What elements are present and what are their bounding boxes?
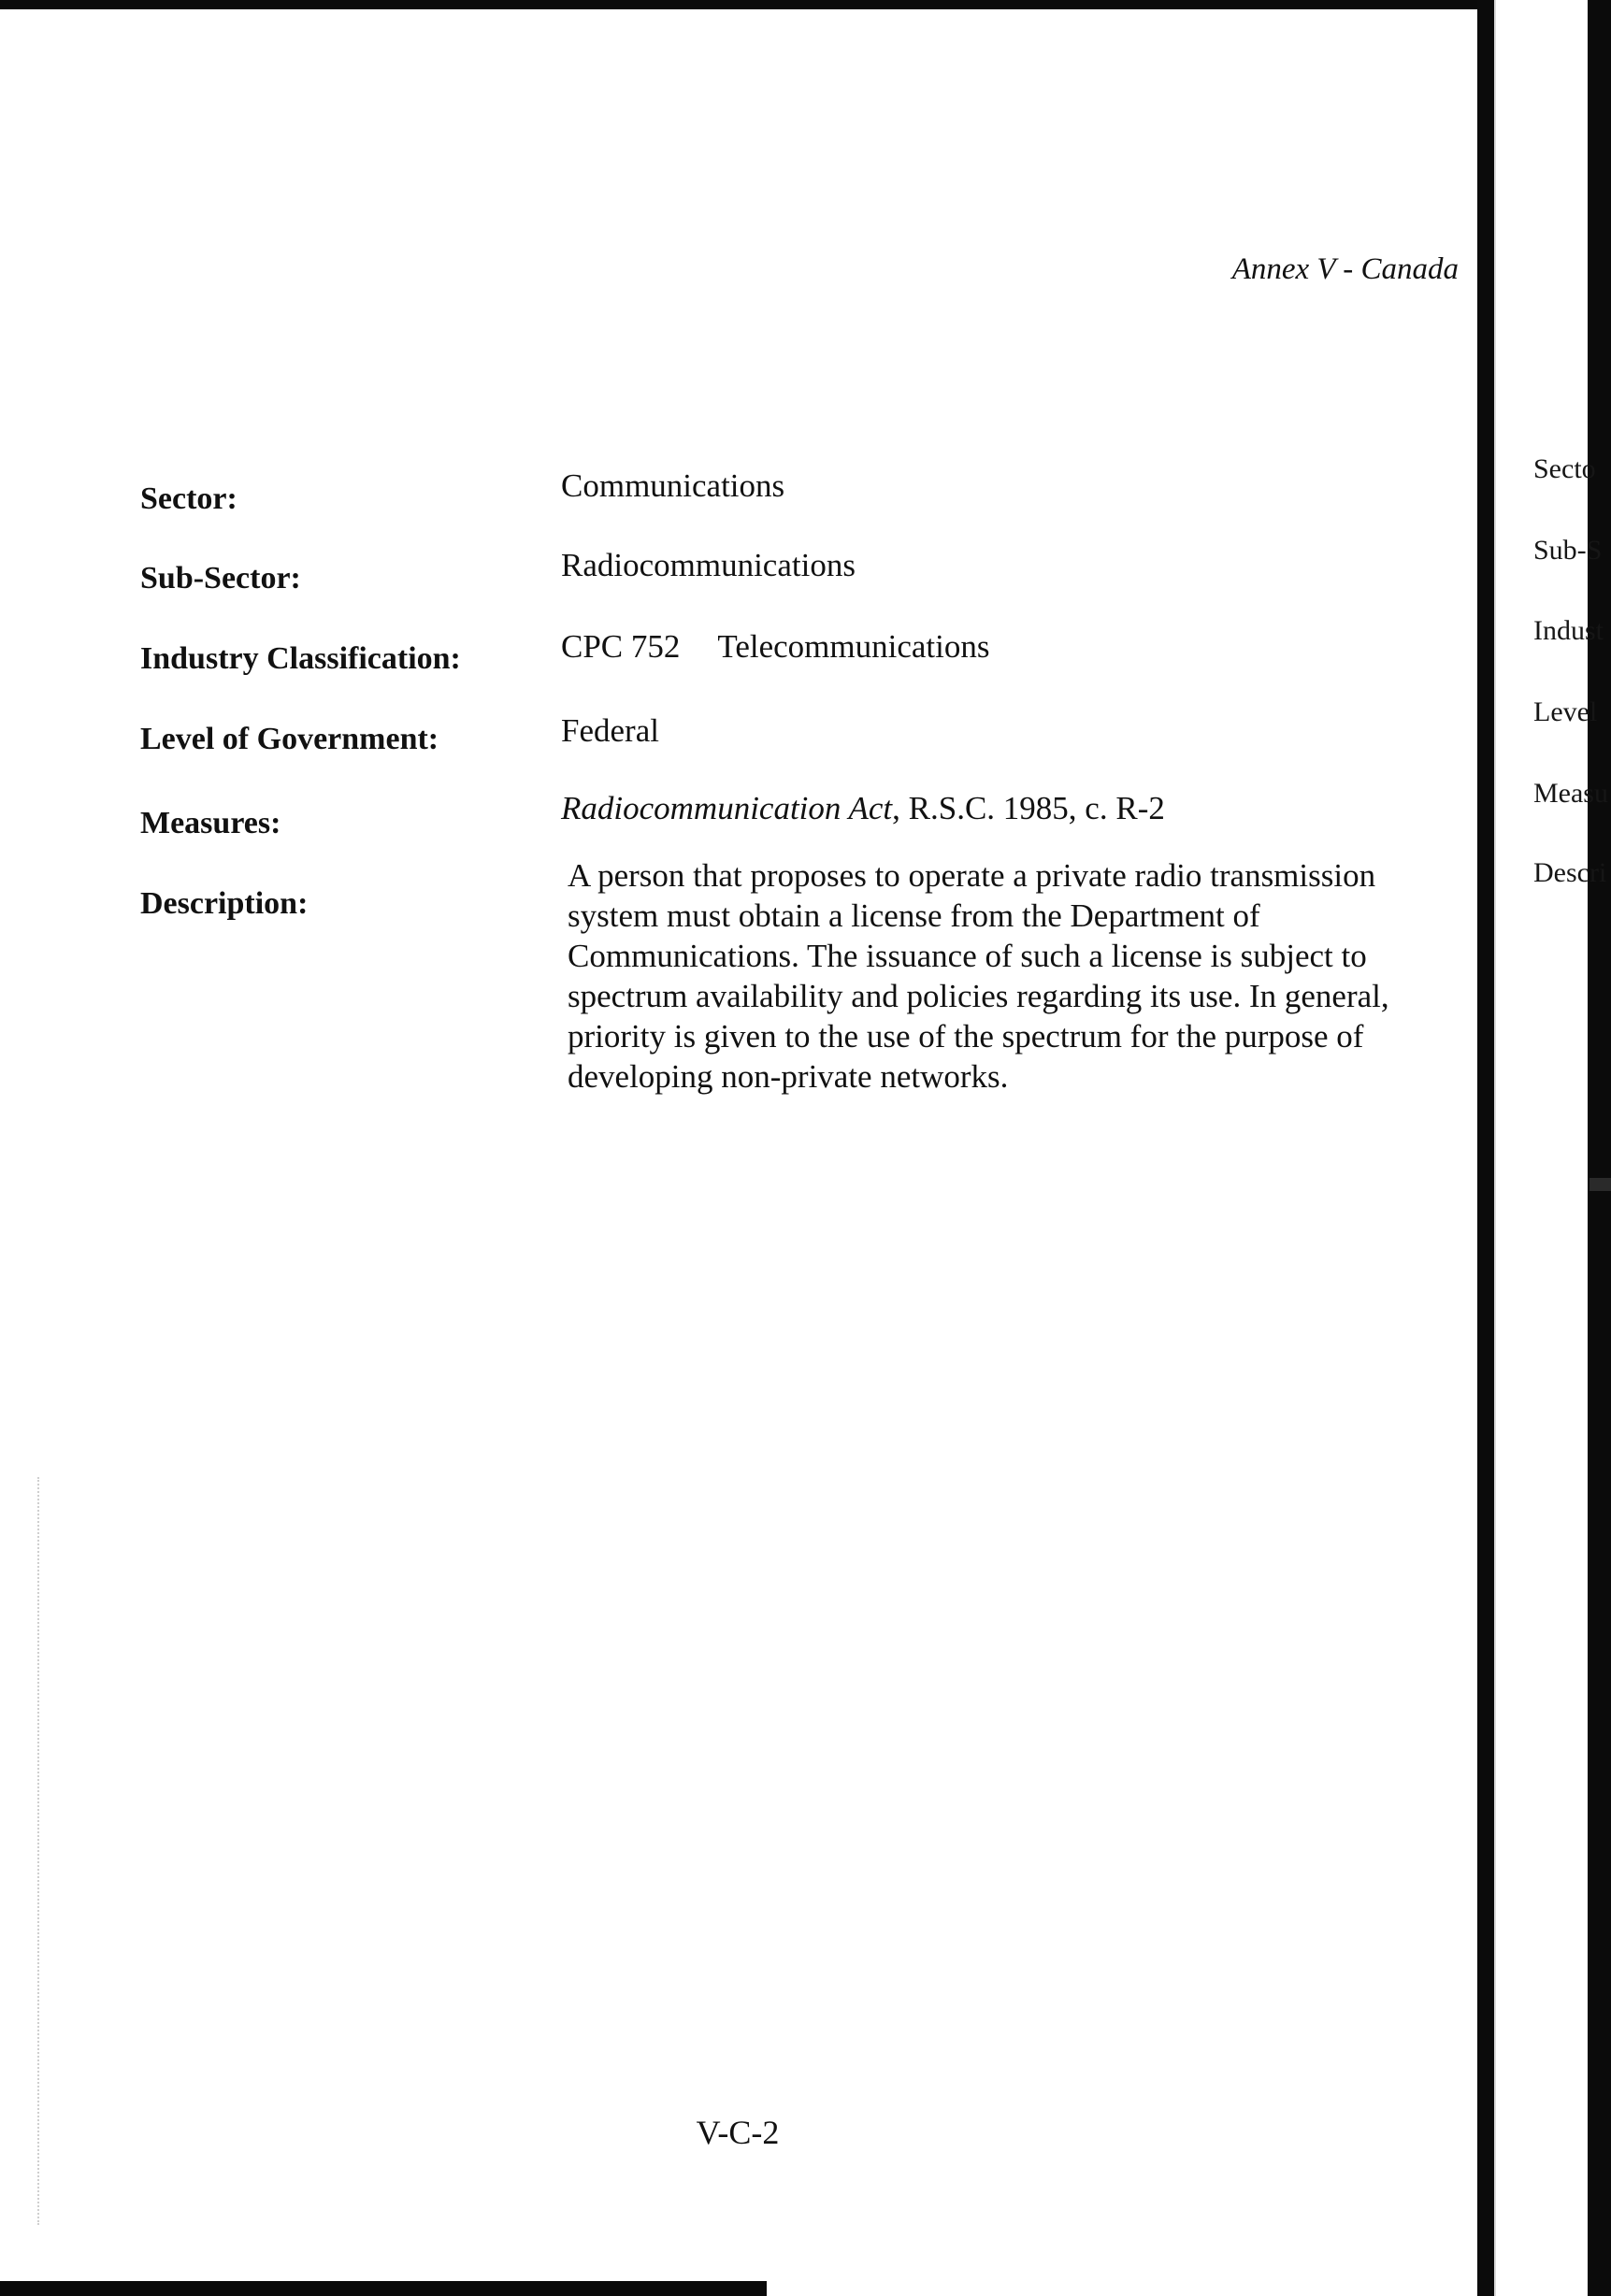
measures-value <box>561 790 1165 827</box>
level-of-government-label: Level of Government: <box>140 722 439 756</box>
industry-classification-value <box>561 628 989 666</box>
description-line: spectrum availability and policies regarding its use. In general, <box>568 978 1389 1014</box>
industry-classification-label: Industry Classification: <box>140 641 461 676</box>
scan-bottom-edge <box>0 2281 767 2296</box>
description-label: Description: <box>140 886 309 921</box>
adjacent-label: Measu <box>1533 778 1608 809</box>
binding-gutter <box>1477 0 1494 2296</box>
sub-sector-value: Radiocommunications <box>561 547 856 583</box>
adjacent-label: Level <box>1533 696 1598 727</box>
description-line: A person that proposes to operate a private radio transmission <box>568 857 1376 894</box>
adjacent-label: Sub-S <box>1533 535 1603 566</box>
adjacent-label: Indust <box>1533 615 1604 646</box>
sector-label: Sector: <box>140 481 237 516</box>
cpc-code: CPC 752 <box>561 628 681 665</box>
measures-citation: , R.S.C. 1985, c. R-2 <box>892 790 1165 826</box>
scan-right-edge <box>1588 0 1611 2296</box>
measures-act: Radiocommunication Act <box>561 790 893 826</box>
adjacent-page <box>1515 0 1608 2296</box>
adjacent-label: Descri <box>1533 857 1607 888</box>
description-line: Communications. The issuance of such a license is subject to <box>568 938 1367 974</box>
description-line: priority is given to the use of the spectrum for the purpose of <box>568 1018 1364 1055</box>
page-number: V-C-2 <box>696 2114 780 2151</box>
level-of-government-value: Federal <box>561 712 659 749</box>
cpc-title: Telecommunications <box>717 628 990 665</box>
annex-title: Annex V - Canada <box>1231 252 1459 286</box>
gutter-line <box>1494 0 1496 2296</box>
description-text <box>568 855 1465 1097</box>
sector-value: Communications <box>561 467 785 504</box>
adjacent-label: Secto <box>1533 453 1596 484</box>
scan-top-edge <box>0 0 1477 9</box>
description-line: system must obtain a license from the Department of <box>568 897 1260 934</box>
sub-sector-label: Sub-Sector: <box>140 561 301 596</box>
scan-notch <box>1589 1178 1611 1191</box>
description-line: developing non-private networks. <box>568 1058 1009 1095</box>
measures-label: Measures: <box>140 806 281 840</box>
